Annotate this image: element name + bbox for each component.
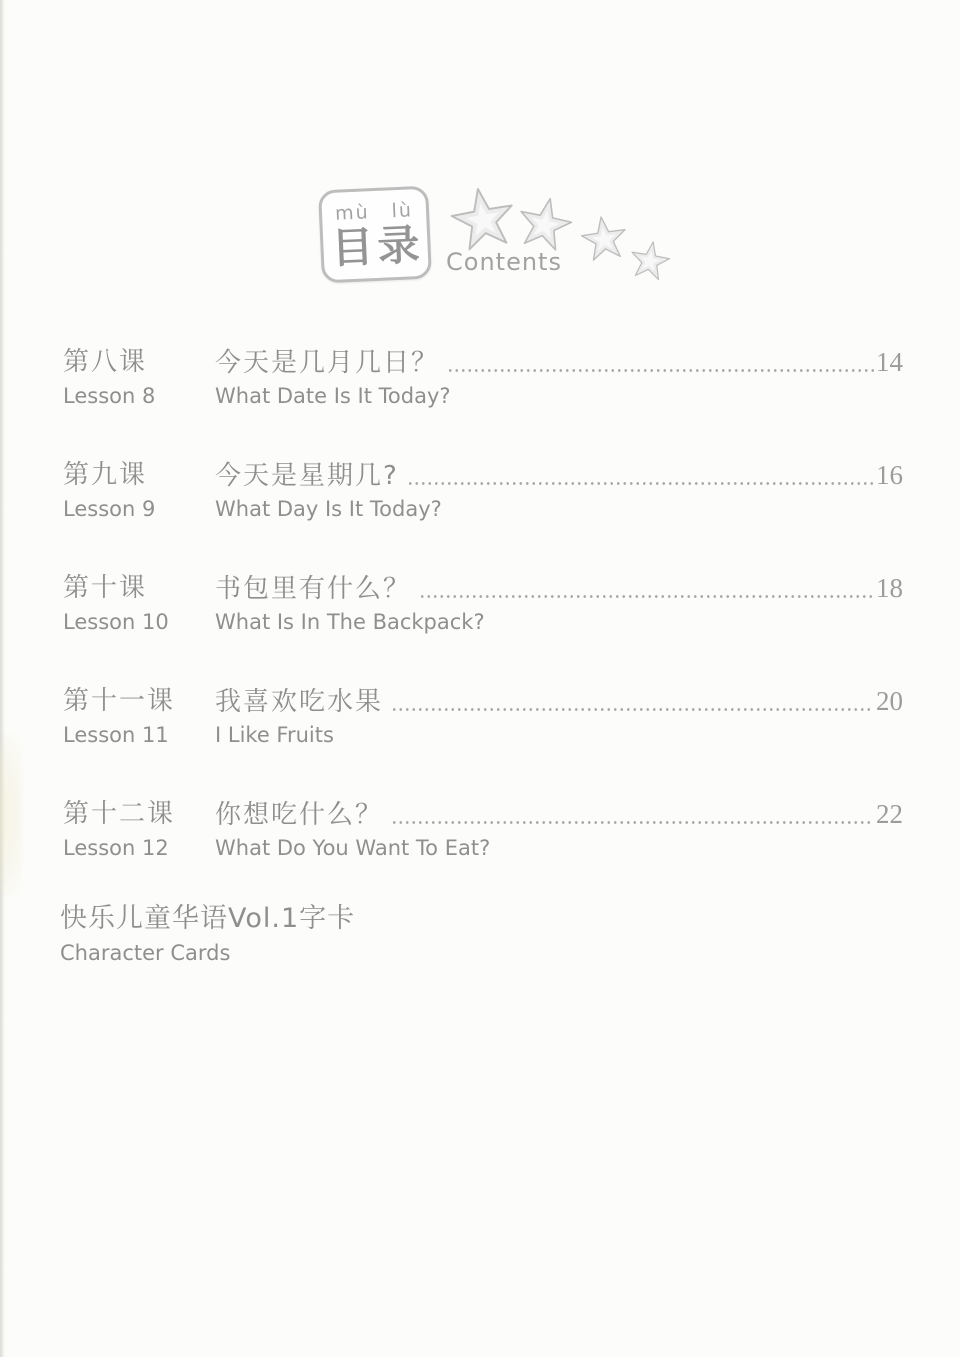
character-cards-title-en: Character Cards bbox=[60, 941, 231, 965]
pinyin-label: mù lù bbox=[334, 198, 414, 225]
scan-tint-artifact bbox=[0, 735, 22, 895]
lesson-number-zh: 第八课 bbox=[63, 347, 148, 377]
lesson-number-en: Lesson 11 bbox=[63, 723, 169, 747]
contents-label: Contents bbox=[446, 248, 562, 276]
lesson-number-zh: 第十二课 bbox=[63, 799, 176, 829]
lesson-number-zh: 第十一课 bbox=[63, 686, 176, 716]
page-number: 18 bbox=[876, 573, 903, 603]
lesson-number-column bbox=[63, 570, 215, 636]
dot-leader bbox=[391, 707, 874, 712]
mulu-badge bbox=[318, 186, 432, 284]
star-icon bbox=[578, 212, 630, 264]
dot-leader bbox=[447, 368, 874, 373]
lesson-number-en: Lesson 10 bbox=[63, 610, 169, 634]
lesson-number-column bbox=[63, 344, 215, 410]
title-line bbox=[215, 344, 903, 380]
lesson-title-column bbox=[215, 344, 903, 410]
title-line bbox=[215, 457, 903, 493]
contents-hanzi-title: 目录 bbox=[330, 219, 425, 273]
toc-entry bbox=[63, 457, 903, 523]
lesson-title-column bbox=[215, 796, 903, 862]
toc-entry bbox=[63, 683, 903, 749]
title-line bbox=[215, 570, 903, 606]
dot-leader bbox=[419, 594, 874, 599]
lesson-title-en: What Day Is It Today? bbox=[215, 497, 442, 521]
lesson-number-column bbox=[63, 457, 215, 523]
star-icon bbox=[446, 181, 520, 255]
dot-leader bbox=[391, 820, 874, 825]
lesson-number-column bbox=[63, 683, 215, 749]
lesson-title-en: I Like Fruits bbox=[215, 723, 334, 747]
lesson-title-zh: 你想吃什么？ bbox=[215, 800, 384, 830]
contents-header bbox=[0, 0, 960, 300]
lesson-title-en: What Date Is It Today? bbox=[215, 384, 451, 408]
toc-list bbox=[63, 344, 903, 909]
character-cards-section bbox=[60, 901, 355, 967]
lesson-title-en: What Is In The Backpack? bbox=[215, 610, 485, 634]
page-number: 14 bbox=[876, 347, 903, 377]
lesson-title-column bbox=[215, 570, 903, 636]
lesson-title-zh: 今天是几月几日？ bbox=[215, 348, 440, 378]
toc-entry bbox=[63, 796, 903, 862]
lesson-number-column bbox=[63, 796, 215, 862]
lesson-number-en: Lesson 8 bbox=[63, 384, 156, 408]
lesson-title-zh: 今天是星期几? bbox=[215, 461, 399, 491]
page-number: 20 bbox=[876, 686, 903, 716]
lesson-number-en: Lesson 12 bbox=[63, 836, 169, 860]
toc-entry bbox=[63, 344, 903, 410]
dot-leader bbox=[407, 481, 874, 486]
lesson-number-zh: 第十课 bbox=[63, 573, 148, 603]
lesson-title-zh: 书包里有什么？ bbox=[215, 574, 412, 604]
lesson-title-column bbox=[215, 683, 903, 749]
lesson-title-zh: 我喜欢吃水果 bbox=[215, 687, 384, 717]
page-number: 22 bbox=[876, 799, 903, 829]
character-cards-title-zh: 快乐儿童华语Vol.1字卡 bbox=[60, 903, 356, 934]
title-line bbox=[215, 683, 903, 719]
star-icon bbox=[627, 237, 673, 283]
lesson-title-en: What Do You Want To Eat? bbox=[215, 836, 491, 860]
star-icon bbox=[513, 191, 577, 255]
toc-entry bbox=[63, 570, 903, 636]
page-number: 16 bbox=[876, 460, 903, 490]
title-line bbox=[215, 796, 903, 832]
lesson-title-column bbox=[215, 457, 903, 523]
lesson-number-en: Lesson 9 bbox=[63, 497, 156, 521]
lesson-number-zh: 第九课 bbox=[63, 460, 148, 490]
